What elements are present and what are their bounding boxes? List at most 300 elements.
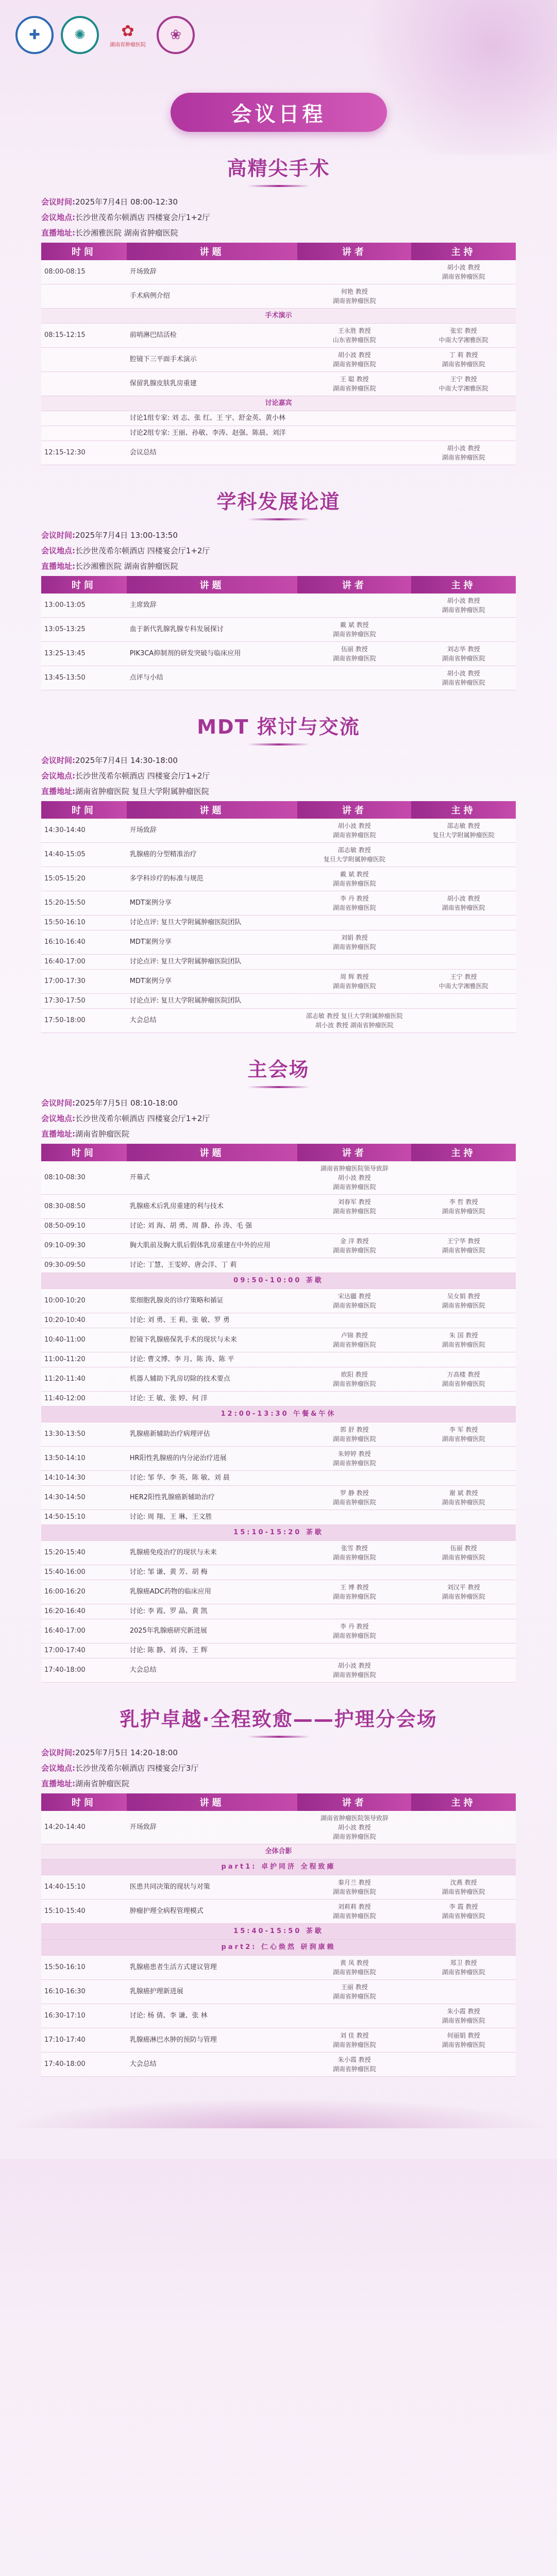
cell-speaker	[297, 1510, 411, 1525]
schedule-section	[41, 711, 516, 1033]
cell-speaker: 湖南省肿瘤医院领导致辞 胡小波 教授 湖南省肿瘤医院	[297, 1161, 411, 1195]
table-row	[41, 1273, 516, 1289]
cell-speaker: 黄 凤 教授 湖南省肿瘤医院	[297, 1956, 411, 1980]
section-meta	[41, 545, 516, 556]
cell-time: 16:40-17:00	[41, 955, 127, 970]
schedule-table	[41, 1793, 516, 2077]
column-header-time: 时间	[41, 243, 127, 260]
cell-speaker: 王 聪 教授 湖南省肿瘤医院	[297, 372, 411, 396]
column-header-speaker: 讲者	[297, 1793, 411, 1811]
section-title: 学科发展论道	[41, 486, 516, 520]
schedule-table	[41, 801, 516, 1033]
table-row	[41, 1352, 516, 1367]
cell-time	[41, 426, 127, 441]
cell-host	[411, 411, 516, 426]
cell-speaker: 宋达疆 教授 湖南省肿瘤医院	[297, 1289, 411, 1313]
cell-host: 李 哲 教授 湖南省肿瘤医院	[411, 1195, 516, 1219]
table-row	[41, 843, 516, 867]
cell-host: 刘志华 教授 湖南省肿瘤医院	[411, 642, 516, 666]
cell-host: 邵志敏 教授 复旦大学附属肿瘤医院	[411, 819, 516, 843]
cell-host	[411, 1980, 516, 2004]
cell-time: 16:00-16:20	[41, 1580, 127, 1604]
association-logo-icon: ❀	[157, 16, 195, 54]
cell-speaker	[297, 426, 411, 441]
cell-time: 17:50-18:00	[41, 1009, 127, 1033]
cell-host	[411, 916, 516, 930]
cell-time: 17:40-18:00	[41, 1658, 127, 1683]
cell-speaker: 伍丽 教授 湖南省肿瘤医院	[297, 642, 411, 666]
cell-time: 17:00-17:40	[41, 1643, 127, 1658]
cell-topic: 讨论: 刘 勇、王 莉、张 敏、罗 勇	[127, 1313, 298, 1328]
meta-value: 长沙世茂希尔顿酒店 四楼宴会厅1+2厅	[75, 771, 210, 781]
cell-topic: 腔镜下乳腺癌保乳手术的现状与未来	[127, 1328, 298, 1352]
cell-topic: 开场致辞	[127, 819, 298, 843]
cell-host: 胡小波 教授 湖南省肿瘤医院	[411, 891, 516, 916]
cell-host	[411, 1161, 516, 1195]
cell-topic: 乳腺癌患者生活方式建议管理	[127, 1956, 298, 1980]
schedule-section	[41, 1703, 516, 2077]
column-header-topic: 讲题	[127, 801, 298, 819]
cell-topic: HER2阳性乳腺癌新辅助治疗	[127, 1486, 298, 1510]
cell-topic: 浆细胞乳腺炎的诊疗策略和循证	[127, 1289, 298, 1313]
cell-topic: 医患共同决策的现状与对策	[127, 1875, 298, 1900]
meta-value: 长沙湘雅医院 湖南省肿瘤医院	[75, 228, 178, 238]
cell-speaker: 李 丹 教授 湖南省肿瘤医院	[297, 891, 411, 916]
table-row	[41, 1486, 516, 1510]
cell-topic: 讨论: 刘 海、胡 勇、周 静、孙 涛、毛 强	[127, 1219, 298, 1234]
cell-time: 17:10-17:40	[41, 2028, 127, 2053]
column-header-speaker: 讲者	[297, 576, 411, 594]
cell-topic: 前哨淋巴结活检	[127, 324, 298, 348]
hospital-logo-3-icon: ✿ 湖南省肿瘤医院	[110, 22, 146, 48]
cell-topic: 保留乳腺皮肤乳房重建	[127, 372, 298, 396]
cell-host: 万高楼 教授 湖南省肿瘤医院	[411, 1367, 516, 1392]
cell-speaker: 秦月兰 教授 湖南省肿瘤医院	[297, 1875, 411, 1900]
cell-topic: MDT案例分享	[127, 891, 298, 916]
cell-topic: 讨论: 邹 谦、黄 芳、胡 梅	[127, 1565, 298, 1580]
cell-time: 13:25-13:45	[41, 642, 127, 666]
footer-wave	[0, 2097, 557, 2128]
cell-speaker: 戴 斌 教授 湖南省肿瘤医院	[297, 867, 411, 891]
cell-topic: 讨论点评: 复旦大学附属肿瘤医院团队	[127, 916, 298, 930]
cell-speaker: 李 丹 教授 湖南省肿瘤医院	[297, 1619, 411, 1643]
cell-topic: 乳腺癌的分型精准治疗	[127, 843, 298, 867]
table-row	[41, 594, 516, 618]
cell-speaker	[297, 441, 411, 465]
cell-time: 15:40-16:00	[41, 1565, 127, 1580]
cell-host: 胡小波 教授 湖南省肿瘤医院	[411, 666, 516, 690]
table-row	[41, 1980, 516, 2004]
column-header-host: 主持	[411, 1793, 516, 1811]
meta-value: 2025年7月4日 14:30-18:00	[75, 756, 178, 765]
cell-speaker	[297, 955, 411, 970]
column-header-time: 时间	[41, 1144, 127, 1161]
section-title: MDT 探讨与交流	[41, 711, 516, 745]
cell-speaker: 刘 佳 教授 湖南省肿瘤医院	[297, 2028, 411, 2053]
table-row	[41, 1161, 516, 1195]
hospital-logo-2-icon: ✺	[61, 16, 99, 54]
cell-time: 14:50-15:10	[41, 1510, 127, 1525]
cell-time: 15:20-15:50	[41, 891, 127, 916]
table-row	[41, 666, 516, 690]
meta-value: 长沙世茂希尔顿酒店 四楼宴会厅1+2厅	[75, 546, 210, 555]
column-header-speaker: 讲者	[297, 801, 411, 819]
table-row	[41, 916, 516, 930]
cell-host	[411, 955, 516, 970]
cell-topic: 讨论: 邹 华、李 英、陈 敏、刘 晨	[127, 1471, 298, 1486]
cell-topic: 讨论2组专家: 王丽、孙敏、李涛、赵强、陈晨、刘洋	[127, 426, 298, 441]
cell-speaker	[297, 1258, 411, 1273]
cell-speaker	[297, 1604, 411, 1619]
meta-key: 直播地址:	[41, 562, 75, 571]
cell-topic: 腔镜下三平面手术演示	[127, 348, 298, 372]
meta-key: 会议时间:	[41, 197, 75, 207]
table-row	[41, 441, 516, 465]
cell-host: 何丽娟 教授 湖南省肿瘤医院	[411, 2028, 516, 2053]
table-row	[41, 1367, 516, 1392]
cell-host: 谢 斌 教授 湖南省肿瘤医院	[411, 1486, 516, 1510]
cell-speaker	[297, 994, 411, 1009]
cell-host: 胡小波 教授 湖南省肿瘤医院	[411, 260, 516, 284]
cell-time: 16:30-17:10	[41, 2004, 127, 2028]
meta-value: 湖南省肿瘤医院	[75, 1779, 130, 1788]
cell-time: 17:30-17:50	[41, 994, 127, 1009]
cell-host	[411, 843, 516, 867]
section-title: 主会场	[41, 1054, 516, 1088]
cell-time: 16:10-16:40	[41, 930, 127, 955]
cell-topic: MDT案例分享	[127, 930, 298, 955]
cell-time: 09:30-09:50	[41, 1258, 127, 1273]
table-row	[41, 260, 516, 284]
table-row	[41, 891, 516, 916]
subheading-cell: 全体合影	[41, 1844, 516, 1859]
schedule-sections	[0, 152, 557, 2077]
table-row	[41, 1875, 516, 1900]
cell-time: 15:50-16:10	[41, 916, 127, 930]
cell-speaker: 邵志敏 教授 复旦大学附属肿瘤医院 胡小波 教授 湖南省肿瘤医院	[297, 1009, 411, 1033]
cell-time: 14:30-14:50	[41, 1486, 127, 1510]
band-cell: 15:10-15:20 茶歇	[41, 1525, 516, 1541]
cell-topic: 机器人辅助下乳房切除的技术要点	[127, 1367, 298, 1392]
cell-host	[411, 1219, 516, 1234]
cell-time: 15:10-15:40	[41, 1900, 127, 1924]
cell-speaker	[297, 916, 411, 930]
cell-host	[411, 1565, 516, 1580]
meta-value: 2025年7月5日 14:20-18:00	[75, 1748, 178, 1757]
band-cell: part1: 卓护同济 全程致瘫	[41, 1859, 516, 1875]
cell-host	[411, 1009, 516, 1033]
cell-time: 14:40-15:10	[41, 1875, 127, 1900]
cell-time: 11:40-12:00	[41, 1392, 127, 1406]
cell-host	[411, 1352, 516, 1367]
cell-topic: 会议总结	[127, 441, 298, 465]
cell-time: 17:00-17:30	[41, 970, 127, 994]
section-meta	[41, 561, 516, 572]
table-row	[41, 930, 516, 955]
hospital-logo-1-icon: ✚	[15, 16, 54, 54]
cell-time: 11:00-11:20	[41, 1352, 127, 1367]
cell-speaker	[297, 594, 411, 618]
table-row	[41, 1195, 516, 1219]
cell-time: 14:20-14:40	[41, 1811, 127, 1844]
subheading-cell: 讨论嘉宾	[41, 396, 516, 411]
cell-host	[411, 284, 516, 309]
table-row	[41, 1643, 516, 1658]
cell-speaker: 卢锦 教授 湖南省肿瘤医院	[297, 1328, 411, 1352]
subheading-cell: 手术演示	[41, 309, 516, 324]
cell-time: 08:15-12:15	[41, 324, 127, 348]
cell-speaker: 罗 静 教授 湖南省肿瘤医院	[297, 1486, 411, 1510]
cell-speaker: 欧阳 教授 湖南省肿瘤医院	[297, 1367, 411, 1392]
table-row	[41, 2028, 516, 2053]
cell-topic: 大会总结	[127, 1658, 298, 1683]
meta-value: 长沙世茂希尔顿酒店 四楼宴会厅1+2厅	[75, 1114, 210, 1123]
column-header-time: 时间	[41, 801, 127, 819]
table-row	[41, 1328, 516, 1352]
cell-host	[411, 1447, 516, 1471]
cell-time: 08:50-09:10	[41, 1219, 127, 1234]
cell-topic: 讨论: 丁慧、王雯婷、唐会洋、丁 莉	[127, 1258, 298, 1273]
table-row	[41, 411, 516, 426]
table-row	[41, 1940, 516, 1956]
meta-value: 长沙世茂希尔顿酒店 四楼宴会厅1+2厅	[75, 213, 210, 222]
cell-time: 08:30-08:50	[41, 1195, 127, 1219]
cell-host: 沈燕 教授 湖南省肿瘤医院	[411, 1875, 516, 1900]
table-row	[41, 1447, 516, 1471]
cell-time	[41, 284, 127, 309]
cell-topic: 乳腺癌免疫治疗的现状与未来	[127, 1541, 298, 1565]
cell-host	[411, 1643, 516, 1658]
band-cell: 12:00-13:30 午餐&午休	[41, 1406, 516, 1422]
cell-host	[411, 1510, 516, 1525]
meta-key: 直播地址:	[41, 1129, 75, 1139]
table-row	[41, 819, 516, 843]
table-row	[41, 372, 516, 396]
cell-time: 16:40-17:00	[41, 1619, 127, 1643]
cell-host	[411, 1471, 516, 1486]
cell-speaker: 朱婷婷 教授 湖南省肿瘤医院	[297, 1447, 411, 1471]
cell-speaker	[297, 1313, 411, 1328]
meta-value: 长沙湘雅医院 湖南省肿瘤医院	[75, 562, 178, 571]
cell-host: 吴女娟 教授 湖南省肿瘤医院	[411, 1289, 516, 1313]
band-cell: 15:40-15:50 茶歇	[41, 1924, 516, 1940]
table-row	[41, 1471, 516, 1486]
cell-host: 王宁华 教授 湖南省肿瘤医院	[411, 1234, 516, 1258]
cell-topic: 乳腺癌护理新进展	[127, 1980, 298, 2004]
cell-topic: MDT案例分享	[127, 970, 298, 994]
logo-bar	[0, 0, 557, 57]
cell-topic: 开场致辞	[127, 260, 298, 284]
meta-value: 长沙世茂希尔顿酒店 四楼宴会厅3厅	[75, 1764, 199, 1773]
cell-time: 14:10-14:30	[41, 1471, 127, 1486]
table-row	[41, 324, 516, 348]
cell-host	[411, 1313, 516, 1328]
cell-host	[411, 1604, 516, 1619]
cell-topic: 乳腺癌ADC药物的临床应用	[127, 1580, 298, 1604]
meta-key: 会议地点:	[41, 213, 75, 222]
cell-topic: 讨论: 杨 倩、李 谦、张 林	[127, 2004, 298, 2028]
schedule-table	[41, 576, 516, 690]
table-row	[41, 284, 516, 309]
column-header-host: 主持	[411, 576, 516, 594]
table-row	[41, 1956, 516, 1980]
cell-host	[411, 1811, 516, 1844]
meta-value: 湖南省肿瘤医院 复旦大学附属肿瘤医院	[75, 787, 209, 796]
cell-speaker: 朱小霞 教授 湖南省肿瘤医院	[297, 2053, 411, 2077]
cell-time	[41, 348, 127, 372]
table-row	[41, 1565, 516, 1580]
section-meta	[41, 227, 516, 239]
cell-speaker	[297, 1565, 411, 1580]
cell-topic: 胸大肌前及胸大肌后假体乳房重建在中外的应用	[127, 1234, 298, 1258]
cell-topic: 血于新代乳腺乳腺专科发展探讨	[127, 618, 298, 642]
cell-time: 16:20-16:40	[41, 1604, 127, 1619]
cell-topic: 讨论1组专家: 刘 志、张 红、王 宇、舒金英、黄小林	[127, 411, 298, 426]
column-header-host: 主持	[411, 1144, 516, 1161]
meta-key: 直播地址:	[41, 787, 75, 796]
cell-time: 16:10-16:30	[41, 1980, 127, 2004]
cell-host: 胡小波 教授 湖南省肿瘤医院	[411, 441, 516, 465]
cell-speaker: 郭 舒 教授 湖南省肿瘤医院	[297, 1422, 411, 1447]
cell-time: 10:00-10:20	[41, 1289, 127, 1313]
schedule-section	[41, 1054, 516, 1683]
cell-host: 丁 莉 教授 湖南省肿瘤医院	[411, 348, 516, 372]
cell-speaker: 周 辉 教授 湖南省肿瘤医院	[297, 970, 411, 994]
cell-topic: 手术病例介绍	[127, 284, 298, 309]
cell-speaker	[297, 1352, 411, 1367]
section-meta	[41, 770, 516, 782]
band-cell: part2: 仁心焕然 研润康赖	[41, 1940, 516, 1956]
cell-host	[411, 1258, 516, 1273]
table-row	[41, 1234, 516, 1258]
page-title: 会议日程	[171, 93, 387, 132]
section-meta	[41, 530, 516, 541]
cell-speaker: 胡小波 教授 湖南省肿瘤医院	[297, 348, 411, 372]
schedule-section	[41, 152, 516, 465]
cell-topic: 多学科诊疗的标准与规范	[127, 867, 298, 891]
cell-time: 17:40-18:00	[41, 2053, 127, 2077]
cell-speaker: 张雪 教授 湖南省肿瘤医院	[297, 1541, 411, 1565]
cell-topic: 乳腺癌淋巴水肿的预防与管理	[127, 2028, 298, 2053]
column-header-time: 时间	[41, 1793, 127, 1811]
column-header-topic: 讲题	[127, 1144, 298, 1161]
table-row	[41, 1844, 516, 1859]
table-row	[41, 1604, 516, 1619]
cell-topic: 大会总结	[127, 2053, 298, 2077]
table-row	[41, 2053, 516, 2077]
cell-host: 王宁 教授 中南大学湘雅医院	[411, 372, 516, 396]
cell-topic: 讨论: 曹文博、李 月、陈 涛、陈 平	[127, 1352, 298, 1367]
table-row	[41, 426, 516, 441]
cell-topic: 2025年乳腺癌研究新进展	[127, 1619, 298, 1643]
table-row	[41, 1900, 516, 1924]
cell-time: 11:20-11:40	[41, 1367, 127, 1392]
cell-speaker: 王丽 教授 湖南省肿瘤医院	[297, 1980, 411, 2004]
cell-time: 13:00-13:05	[41, 594, 127, 618]
cell-host	[411, 930, 516, 955]
cell-speaker: 刘春军 教授 湖南省肿瘤医院	[297, 1195, 411, 1219]
cell-speaker: 刘娟 教授 湖南省肿瘤医院	[297, 930, 411, 955]
table-row	[41, 1541, 516, 1565]
table-row	[41, 348, 516, 372]
cell-speaker	[297, 260, 411, 284]
table-row	[41, 1009, 516, 1033]
cell-time: 15:50-16:10	[41, 1956, 127, 1980]
cell-host: 刘汉平 教授 湖南省肿瘤医院	[411, 1580, 516, 1604]
column-header-time: 时间	[41, 576, 127, 594]
schedule-table	[41, 243, 516, 465]
cell-speaker: 邵志敏 教授 复旦大学附属肿瘤医院	[297, 843, 411, 867]
table-row	[41, 1392, 516, 1406]
cell-speaker	[297, 1219, 411, 1234]
cell-speaker: 戴 斌 教授 湖南省肿瘤医院	[297, 618, 411, 642]
cell-speaker	[297, 411, 411, 426]
cell-time: 13:05-13:25	[41, 618, 127, 642]
cell-host	[411, 1619, 516, 1643]
section-title: 高精尖手术	[41, 152, 516, 187]
cell-time: 08:00-08:15	[41, 260, 127, 284]
cell-time: 15:20-15:40	[41, 1541, 127, 1565]
table-row	[41, 1525, 516, 1541]
section-meta	[41, 755, 516, 766]
meta-key: 会议时间:	[41, 1748, 75, 1757]
table-row	[41, 309, 516, 324]
table-row	[41, 1422, 516, 1447]
cell-time: 08:10-08:30	[41, 1161, 127, 1195]
section-meta	[41, 1128, 516, 1140]
cell-time: 13:30-13:50	[41, 1422, 127, 1447]
table-row	[41, 1658, 516, 1683]
table-row	[41, 955, 516, 970]
cell-host	[411, 1392, 516, 1406]
cell-host	[411, 2053, 516, 2077]
cell-host: 李 霞 教授 湖南省肿瘤医院	[411, 1900, 516, 1924]
meta-value: 2025年7月5日 08:10-18:00	[75, 1098, 178, 1108]
cell-time: 12:15-12:30	[41, 441, 127, 465]
table-row	[41, 1258, 516, 1273]
meta-value: 2025年7月4日 13:00-13:50	[75, 531, 178, 540]
table-row	[41, 396, 516, 411]
section-meta	[41, 196, 516, 208]
cell-time	[41, 372, 127, 396]
table-row	[41, 867, 516, 891]
cell-host	[411, 618, 516, 642]
meta-key: 会议地点:	[41, 546, 75, 555]
cell-topic: 点评与小结	[127, 666, 298, 690]
column-header-host: 主持	[411, 801, 516, 819]
cell-speaker: 王永胜 教授 山东省肿瘤医院	[297, 324, 411, 348]
meta-key: 会议时间:	[41, 1098, 75, 1108]
cell-speaker: 胡小波 教授 湖南省肿瘤医院	[297, 1658, 411, 1683]
table-row	[41, 1289, 516, 1313]
cell-topic: PIK3CA抑制剂的研发突破与临床应用	[127, 642, 298, 666]
band-cell: 09:50-10:00 茶歇	[41, 1273, 516, 1289]
column-header-topic: 讲题	[127, 576, 298, 594]
cell-host: 李 军 教授 湖南省肿瘤医院	[411, 1422, 516, 1447]
table-row	[41, 994, 516, 1009]
cell-speaker	[297, 1643, 411, 1658]
cell-speaker: 王 博 教授 湖南省肿瘤医院	[297, 1580, 411, 1604]
cell-host: 胡小波 教授 湖南省肿瘤医院	[411, 594, 516, 618]
cell-host: 朱 国 教授 湖南省肿瘤医院	[411, 1328, 516, 1352]
section-meta	[41, 1113, 516, 1124]
cell-speaker	[297, 666, 411, 690]
table-row	[41, 1811, 516, 1844]
table-row	[41, 618, 516, 642]
section-meta	[41, 212, 516, 223]
cell-host	[411, 426, 516, 441]
table-row	[41, 2004, 516, 2028]
